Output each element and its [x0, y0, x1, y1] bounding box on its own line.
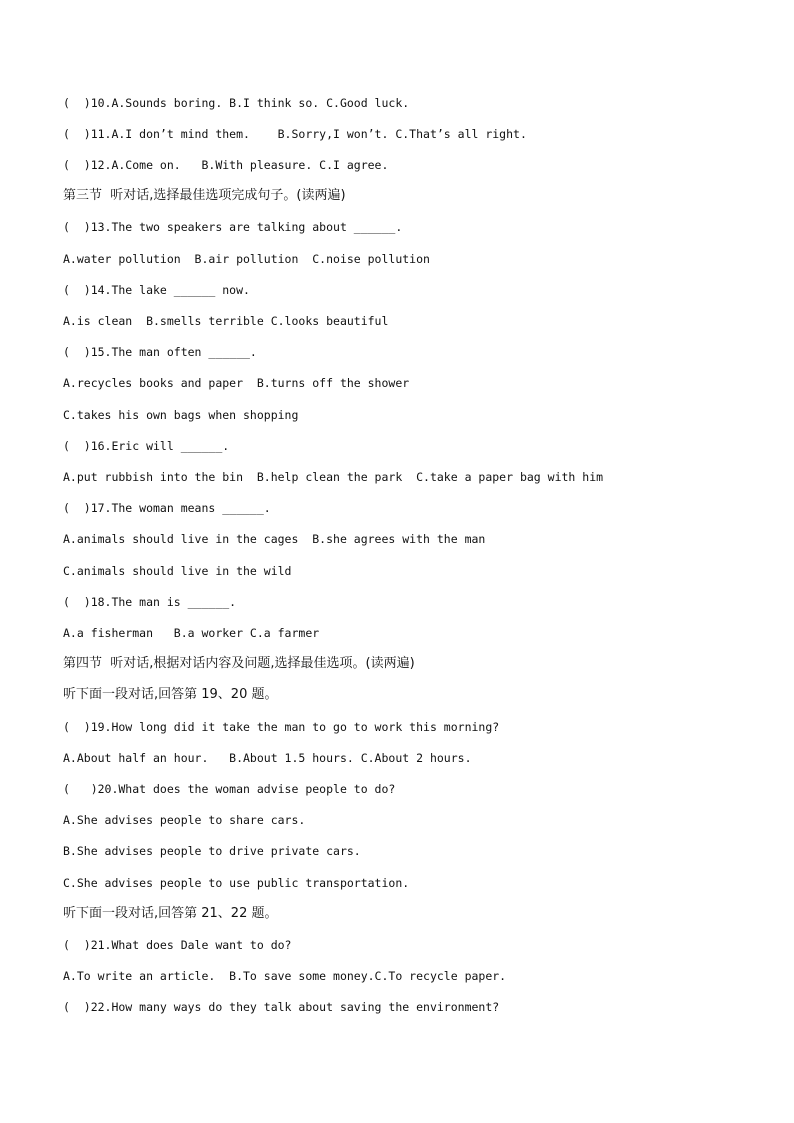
question-19-options: A.About half an hour. B.About 1.5 hours. C.About 2 hours.: [63, 751, 472, 765]
section-4-heading: 第四节 听对话,根据对话内容及问题,选择最佳选项。(读两遍): [63, 656, 415, 671]
question-18: ( )18.The man is ______.: [63, 595, 237, 609]
question-19: ( )19.How long did it take the man to go to work this morning?: [63, 720, 500, 734]
question-15-option-c: C.takes his own bags when shopping: [63, 408, 299, 422]
dialogue-instruction-21-22: 听下面一段对话,回答第 21、22 题。: [63, 906, 278, 921]
dialogue-instruction-19-20: 听下面一段对话,回答第 19、20 题。: [63, 687, 278, 702]
question-18-options: A.a fisherman B.a worker C.a farmer: [63, 626, 320, 640]
question-20-option-a: A.She advises people to share cars.: [63, 813, 306, 827]
question-15: ( )15.The man often ______.: [63, 345, 257, 359]
question-14-options: A.is clean B.smells terrible C.looks beautiful: [63, 314, 389, 328]
question-20-option-b: B.She advises people to drive private cars.: [63, 844, 361, 858]
question-17: ( )17.The woman means ______.: [63, 501, 271, 515]
question-17-options-ab: A.animals should live in the cages B.she agrees with the man: [63, 532, 486, 546]
section-3-heading: 第三节 听对话,选择最佳选项完成句子。(读两遍): [63, 188, 346, 203]
question-13: ( )13.The two speakers are talking about ______.: [63, 220, 403, 234]
question-11: ( )11.A.I don’t mind them. B.Sorry,I won’t. C.That’s all right.: [63, 127, 527, 141]
question-21-options: A.To write an article. B.To save some money.C.To recycle paper.: [63, 969, 507, 983]
question-20-option-c: C.She advises people to use public transportation.: [63, 876, 410, 890]
question-15-options-ab: A.recycles books and paper B.turns off the shower: [63, 376, 410, 390]
question-17-option-c: C.animals should live in the wild: [63, 564, 292, 578]
question-20: ( )20.What does the woman advise people to do?: [63, 782, 396, 796]
question-10: ( )10.A.Sounds boring. B.I think so. C.Good luck.: [63, 96, 410, 110]
question-14: ( )14.The lake ______ now.: [63, 283, 250, 297]
question-22: ( )22.How many ways do they talk about saving the environment?: [63, 1000, 500, 1014]
question-16: ( )16.Eric will ______.: [63, 439, 230, 453]
question-13-options: A.water pollution B.air pollution C.noise pollution: [63, 252, 430, 266]
question-16-options: A.put rubbish into the bin B.help clean the park C.take a paper bag with him: [63, 470, 604, 484]
question-21: ( )21.What does Dale want to do?: [63, 938, 292, 952]
question-12: ( )12.A.Come on. B.With pleasure. C.I agree.: [63, 158, 389, 172]
